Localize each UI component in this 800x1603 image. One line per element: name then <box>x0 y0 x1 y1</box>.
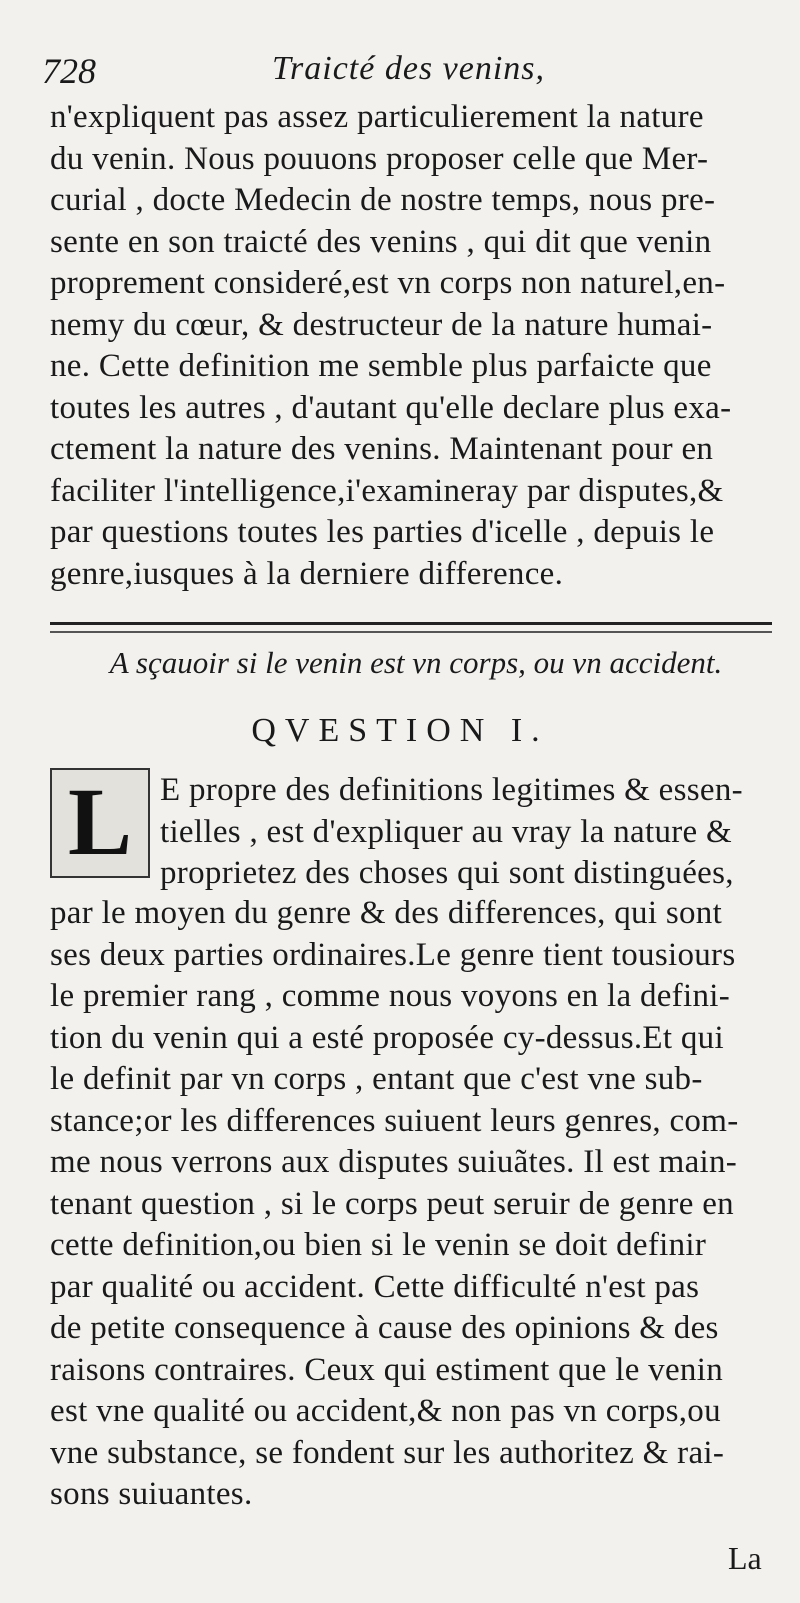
question-body <box>50 893 780 1516</box>
page-header <box>42 50 772 90</box>
text-line: par qualité ou accident. Cette difficulté n'est pas <box>50 1268 700 1305</box>
text-line: tion du venin qui a esté proposée cy-dessus.Et qui <box>50 1019 724 1056</box>
text-line: de petite consequence à cause des opinions & des <box>50 1310 719 1346</box>
text-line: n'expliquent pas assez particulierement la nature <box>50 99 704 135</box>
text-line: cette definition,ou bien si le venin se doit definir <box>50 1227 707 1263</box>
text-line: E propre des definitions legitimes & essen- <box>160 772 743 808</box>
text-line: sente en son traicté des venins , qui dit que venin <box>50 223 712 260</box>
text-line: est vne qualité ou accident,& non pas vn corps,ou <box>50 1393 721 1429</box>
text-line: proprietez des choses qui sont distinguées, <box>160 855 734 891</box>
text-line: le premier rang , comme nous voyons en la defini- <box>50 978 731 1014</box>
running-title: Traicté des venins, <box>272 50 546 87</box>
intro-paragraph <box>50 97 780 595</box>
text-line: par le moyen du genre & des differences, qui sont <box>50 895 723 931</box>
text-line: par questions toutes les parties d'icelle , depuis le <box>50 514 715 550</box>
text-line: faciliter l'intelligence,i'examineray par disputes,& <box>50 472 724 509</box>
drop-cap-initial: L <box>50 768 150 878</box>
section-divider <box>50 622 772 633</box>
text-line: vne substance, se fondent sur les authoritez & rai- <box>50 1434 725 1471</box>
text-line: proprement consideré,est vn corps non naturel,en- <box>50 265 726 301</box>
catchword: La <box>728 1540 762 1576</box>
text-line: le definit par vn corps , entant que c'est vne sub- <box>50 1061 703 1097</box>
question-opening-lines <box>160 770 780 895</box>
text-line: ne. Cette definition me semble plus parfaicte que <box>50 348 712 384</box>
page-number: 728 <box>42 51 96 91</box>
text-line: me nous verrons aux disputes suiuãtes. Il est main- <box>50 1144 738 1180</box>
text-line: genre,iusques à la derniere difference. <box>50 555 564 592</box>
text-line: tielles , est d'expliquer au vray la nature & <box>160 813 733 850</box>
text-line: ses deux parties ordinaires.Le genre tient tousiours <box>50 936 736 973</box>
text-line: nemy du cœur, & destructeur de la nature humai- <box>50 306 713 343</box>
question-heading: QVESTION I. <box>251 712 549 749</box>
text-line: stance;or les differences suiuent leurs genres, com- <box>50 1102 739 1139</box>
text-line: tenant question , si le corps peut seruir de genre en <box>50 1185 734 1222</box>
text-line: ctement la nature des venins. Maintenant pour en <box>50 431 714 467</box>
section-subtitle: A sçauoir si le venin est vn corps, ou vn accident. <box>109 645 723 680</box>
text-line: raisons contraires. Ceux qui estiment que le venin <box>50 1351 724 1388</box>
text-line: du venin. Nous pouuons proposer celle que Mer- <box>50 140 709 177</box>
text-line: sons suiuantes. <box>50 1476 253 1512</box>
text-line: toutes les autres , d'autant qu'elle declare plus exa- <box>50 389 732 426</box>
text-line: curial , docte Medecin de nostre temps, nous pre- <box>50 182 716 218</box>
